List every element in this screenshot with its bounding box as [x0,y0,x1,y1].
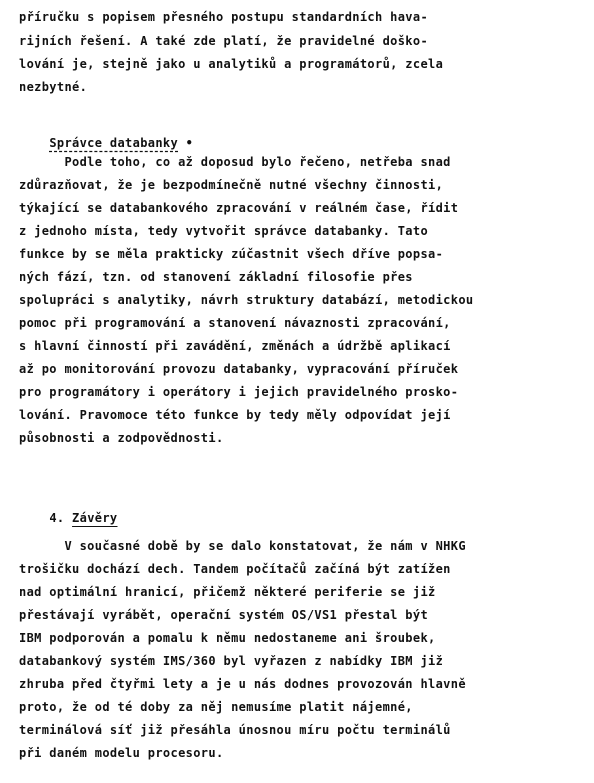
dba-paragraph-line: zdůrazňovat, že je bezpodmínečně nutné všechny činnosti, [19,178,444,192]
dba-paragraph-line: až po monitorování provozu databanky, vypracování příruček [19,362,459,376]
conclusions-paragraph-line: zhruba před čtyřmi lety a je u nás dodnes provozován hlavně [19,677,466,691]
top-paragraph-line: rijních řešení. A také zde platí, že pravidelné doško- [19,34,429,48]
dba-paragraph-line: s hlavní činností při zavádění, změnách a údržbě aplikací [19,339,451,353]
section-heading-dba-text: Správce databanky [49,136,179,150]
conclusions-paragraph-line: terminálová síť již přesáhla únosnou míru počtu terminálů [19,723,451,737]
dba-paragraph-line: spolupráci s analytiky, návrh struktury databází, metodickou [19,293,474,307]
heading-bullet: • [185,136,194,150]
top-paragraph-line: nezbytné. [19,80,88,94]
section-heading-dba [19,122,194,150]
conclusions-paragraph-line: V současné době by se dalo konstatovat, že nám v NHKG [19,539,466,553]
dba-paragraph-line: pomoc při programování a stanovení návaznosti zpracování, [19,316,451,330]
conclusions-paragraph-line: databankový systém IMS/360 byl vyřazen z nabídky IBM již [19,654,444,668]
dba-paragraph-line: lování. Pravomoce této funkce by tedy měly odpovídat její [19,408,451,422]
dba-paragraph-line: pro programátory i operátory i jejich pravidelného prosko- [19,385,459,399]
dba-paragraph-line: ných fází, tzn. od stanovení základní filosofie přes [19,270,413,284]
conclusions-paragraph-line: při daném modelu procesoru. [19,746,224,760]
conclusions-paragraph-line: přestávají vyrábět, operační systém OS/VS1 přestal být [19,608,429,622]
conclusions-paragraph-line: proto, že od té doby za něj nemusíme platit nájemné, [19,700,413,714]
top-paragraph-line: lování je, stejně jako u analytiků a programátorů, zcela [19,57,444,71]
section-heading-conclusions [19,497,118,525]
dba-paragraph-line: Podle toho, co až doposud bylo řečeno, netřeba snad [19,155,451,169]
section-heading-conclusions-text: Závěry [72,511,118,525]
conclusions-paragraph-line: IBM podporován a pomalu k němu nedostaneme ani šroubek, [19,631,436,645]
dba-paragraph-line: funkce by se měla prakticky zúčastnit všech dříve popsa- [19,247,444,261]
dba-paragraph-line: z jednoho místa, tedy vytvořit správce databanky. Tato [19,224,429,238]
dba-paragraph-line: působnosti a zodpovědnosti. [19,431,224,445]
conclusions-paragraph-line: trošičku dochází dech. Tandem počítačů začíná být zatížen [19,562,451,576]
dba-paragraph-line: týkající se databankového zpracování v reálném čase, řídit [19,201,459,215]
top-paragraph-line: příručku s popisem přesného postupu standardních hava- [19,10,429,24]
section-number: 4. [49,511,65,525]
conclusions-paragraph-line: nad optimální hranicí, přičemž některé periferie se již [19,585,436,599]
